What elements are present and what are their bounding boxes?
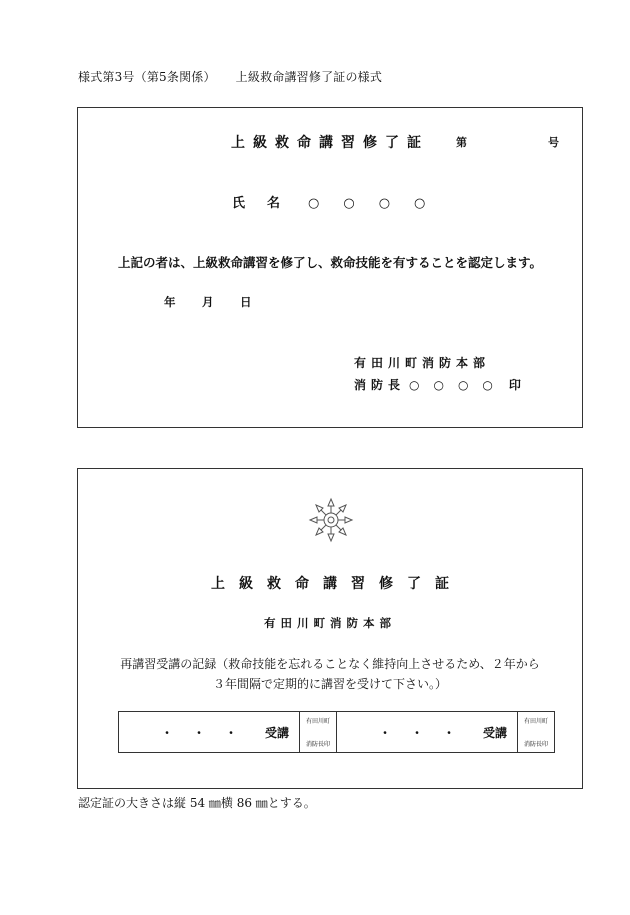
seal-chief: 消防長印 bbox=[523, 741, 548, 748]
form-title: 上級救命講習修了証の様式 bbox=[235, 70, 383, 84]
record-cell bbox=[119, 712, 299, 752]
certificate-back bbox=[77, 468, 583, 789]
record-date-dots: ・・・ bbox=[160, 725, 257, 740]
number-suffix: 号 bbox=[548, 136, 559, 149]
name-line bbox=[232, 192, 449, 211]
issue-date bbox=[164, 294, 252, 310]
seal-chief: 消防長印 bbox=[305, 741, 330, 748]
renewal-record-table bbox=[118, 711, 555, 753]
seal-town: 有田川町 bbox=[305, 718, 330, 725]
certificate-front bbox=[77, 107, 583, 428]
record-seal-cell bbox=[299, 712, 336, 752]
record-date-dots: ・・・ bbox=[378, 725, 475, 740]
issuer-line bbox=[354, 376, 521, 393]
date-month: 月 bbox=[202, 295, 214, 309]
fire-department-emblem-icon bbox=[308, 497, 354, 543]
record-cell bbox=[336, 712, 517, 752]
record-label: 受講 bbox=[482, 725, 507, 740]
certification-statement: 上記の者は、上級救命講習を修了し、救命技能を有することを認定します。 bbox=[117, 255, 542, 270]
date-day: 日 bbox=[240, 295, 252, 309]
certificate-title: 上級救命講習修了証 bbox=[231, 135, 429, 151]
seal-mark: 印 bbox=[508, 378, 521, 392]
form-number: 様式第3号（第5条関係） bbox=[78, 70, 216, 84]
renewal-note-line2: ３年間隔で定期的に講習を受けて下さい。） bbox=[212, 677, 447, 691]
record-seal-cell bbox=[517, 712, 554, 752]
form-header bbox=[78, 68, 382, 85]
issuer-org: 有田川町消防本部 bbox=[354, 356, 491, 370]
issuer-name: ○○○○ bbox=[409, 378, 507, 392]
issuer-title: 消防長 bbox=[354, 378, 406, 392]
name-value: ○○○○ bbox=[308, 196, 450, 211]
back-title: 上級救命講習修了証 bbox=[211, 576, 463, 592]
size-note: 認定証の大きさは縦 54 ㎜横 86 ㎜とする。 bbox=[78, 796, 316, 810]
number-prefix: 第 bbox=[456, 136, 467, 149]
seal-town: 有田川町 bbox=[523, 718, 548, 725]
back-org: 有田川町消防本部 bbox=[264, 616, 396, 630]
date-year: 年 bbox=[164, 295, 176, 309]
renewal-note-line1: 再講習受講の記録（救命技能を忘れることなく維持向上させるため、２年から bbox=[120, 657, 540, 671]
record-label: 受講 bbox=[264, 725, 289, 740]
name-label: 氏名 bbox=[232, 196, 303, 211]
